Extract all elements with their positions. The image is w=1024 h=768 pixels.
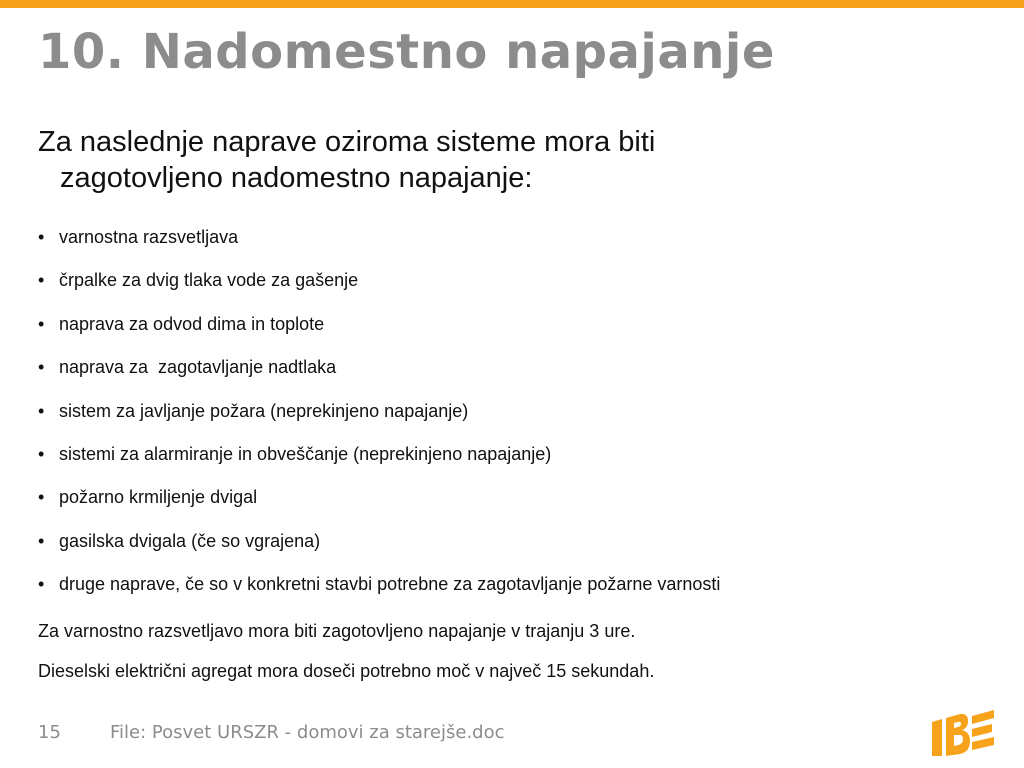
bullet-dot: •	[38, 313, 45, 334]
bullet-item	[38, 443, 720, 465]
page-number: 15	[38, 722, 61, 743]
bullet-dot: •	[38, 270, 45, 291]
bullet-dot: •	[38, 443, 45, 464]
bullet-item	[38, 269, 720, 291]
bullet-item	[38, 486, 720, 508]
intro-text: Za naslednje naprave oziroma sisteme mora biti zagotovljeno nadomestno napajanje:	[38, 126, 656, 194]
bullet-item	[38, 313, 720, 335]
note-diesel-generator: Dieselski električni agregat mora doseči potrebno moč v največ 15 sekundah.	[38, 661, 655, 681]
bullet-text: sistemi za alarmiranje in obveščanje (neprekinjeno napajanje)	[59, 443, 552, 464]
bullet-item	[38, 400, 720, 422]
bullet-item	[38, 573, 720, 595]
bullet-text: črpalke za dvig tlaka vode za gašenje	[59, 270, 359, 291]
bullet-dot: •	[38, 400, 45, 421]
bullet-dot: •	[38, 574, 45, 595]
bullet-dot: •	[38, 357, 45, 378]
bullet-item	[38, 226, 720, 248]
slide-title: 10. Nadomestno napajanje	[38, 24, 775, 80]
bullet-dot: •	[38, 487, 45, 508]
bullet-text: gasilska dvigala (če so vgrajena)	[59, 530, 321, 551]
note-lighting-duration: Za varnostno razsvetljavo mora biti zagotovljeno napajanje v trajanju 3 ure.	[38, 621, 636, 641]
bullet-dot: •	[38, 227, 45, 247]
bullet-text: druge naprave, če so v konkretni stavbi potrebne za zagotavljanje požarne varnosti	[59, 574, 721, 595]
footer-file-label: File: Posvet URSZR - domovi za starejše.doc	[110, 722, 505, 743]
bullet-list	[38, 226, 720, 617]
ibe-logo-icon	[930, 708, 996, 760]
bullet-item	[38, 530, 720, 552]
bullet-text: varnostna razsvetljava	[59, 227, 239, 247]
bullet-text: sistem za javljanje požara (neprekinjeno napajanje)	[59, 400, 469, 421]
bullet-dot: •	[38, 530, 45, 551]
bullet-item	[38, 356, 720, 378]
bullet-text: naprava za zagotavljanje nadtlaka	[59, 357, 337, 378]
top-accent-bar	[0, 0, 1024, 8]
bullet-text: naprava za odvod dima in toplote	[59, 313, 325, 334]
bullet-text: požarno krmiljenje dvigal	[59, 487, 258, 508]
